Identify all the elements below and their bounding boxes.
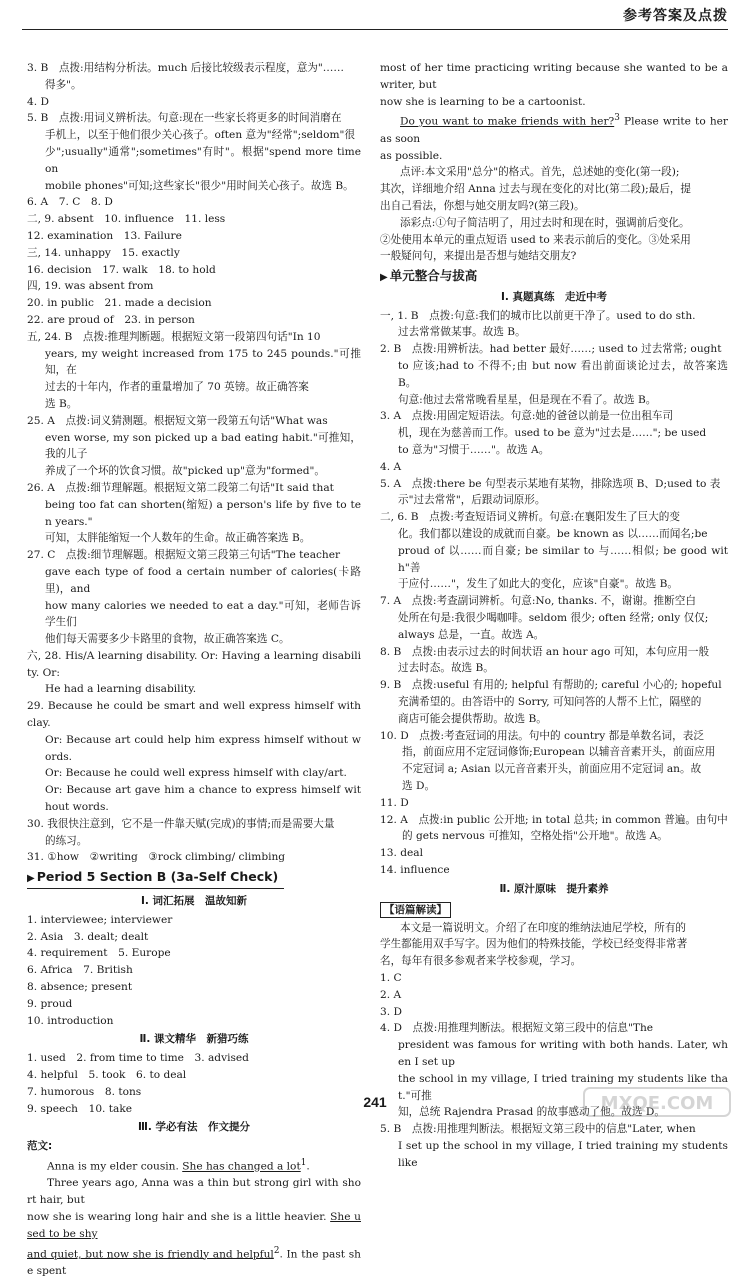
text-line: 2. A xyxy=(380,988,402,1001)
text-line: I set up the school in my village, I tried training my students like xyxy=(398,1139,728,1169)
text-line: 化。我们都以建设的成就而自豪。be known as 以……而闻名;be xyxy=(398,528,708,541)
watermark-text: MXQE.COM xyxy=(600,1093,714,1114)
text-line: 2. B 点拨:用辨析法。had better 最好……; used to 过去常常; ought xyxy=(380,343,722,356)
text-line: 选 B。 xyxy=(45,397,78,410)
text-span: . In the past she spent xyxy=(27,1248,361,1277)
header-title: 参考答案及点拨 xyxy=(623,8,728,24)
text-line: 六, 28. His/A learning disability. Or: Having a learning disability. Or: xyxy=(27,649,361,679)
text-line: president was famous for writing with both hands. Later, when I set up xyxy=(398,1039,728,1068)
text-line: 1. interviewee; interviewer xyxy=(27,913,173,926)
text-span: now she is wearing long hair and she is a little heavier. xyxy=(27,1210,331,1223)
text-line: 不定冠词 a; Asian 以元音音素开头，前面应用不定冠词 an。故 xyxy=(402,763,702,776)
text-line: 12. A 点拨:in public 公开地; in total 总共; in common 普遍。由句中 xyxy=(380,813,728,826)
text-line: 16. decision 17. walk 18. to hold xyxy=(27,263,216,276)
section-heading-text: 单元整合与拔高 xyxy=(389,268,478,284)
section-heading-text: Period 5 Section B (3a-Self Check) xyxy=(36,869,279,885)
text-line: 少";usually"通常";sometimes"有时"。根据"spend more time on xyxy=(45,145,361,175)
text-line: to 应该;had to 不得不;由 but now 看出前面谈论过去，故答案选 B。 xyxy=(398,360,728,389)
text-line: 3. B 点拨:用结构分析法。much 后接比较级表示程度，意为"…… xyxy=(27,62,344,74)
footnote-mark: 2 xyxy=(273,1245,280,1256)
underlined-sentence: She has changed a lot xyxy=(182,1160,301,1173)
text-line: 一般疑问句，来提出是否想与她结交朋友? xyxy=(380,250,577,263)
text-line: now she is learning to be a cartoonist. xyxy=(380,95,586,108)
text-line: 7. humorous 8. tons xyxy=(27,1085,142,1098)
triangle-icon: ▶ xyxy=(27,873,35,885)
text-line: 22. are proud of 23. in person xyxy=(27,313,195,326)
text-line: 五, 24. B 点拨:推理判断题。根据短文第一段第四句话"In 10 xyxy=(27,330,321,343)
section-heading xyxy=(27,869,284,889)
text-line: 三, 14. unhappy 15. exactly xyxy=(27,246,180,259)
text-line: 14. influence xyxy=(380,863,450,876)
watermark-logo xyxy=(582,1082,732,1120)
text-line: 10. D 点拨:考查冠词的用法。句中的 country 都是单数名词，表泛 xyxy=(380,729,704,742)
text-line: always 总是，一直。故选 A。 xyxy=(398,628,545,641)
text-line: 添彩点:①句子简洁明了，用过去时和现在时，强调前后变化。 xyxy=(400,216,690,229)
text-span: Please write to her as soon xyxy=(380,115,728,145)
text-line: 选 D。 xyxy=(402,780,436,792)
text-line: 一, 1. B 点拨:句意:我们的城市比以前更干净了。used to do sth. xyxy=(380,309,696,322)
text-line: 26. A 点拨:细节理解题。根据短文第二段第二句话"It said that xyxy=(27,481,334,494)
text-line: 11. D xyxy=(380,796,409,809)
text-line: to 意为"习惯于……"。故选 A。 xyxy=(398,444,550,457)
text-line: 二, 9. absent 10. influence 11. less xyxy=(27,213,226,226)
footnote-mark: 1 xyxy=(300,1158,307,1168)
text-line: 出自己看法，你想与她交朋友吗?(第三段)。 xyxy=(380,199,585,212)
text-line: 1. C xyxy=(380,971,402,984)
text-line: 得多"。 xyxy=(45,78,82,91)
text-line: years, my weight increased from 175 to 245 pounds."可推知，在 xyxy=(45,347,361,377)
text-line: 机，现在为慈善而工作。used to be 意为"过去是……"; be used xyxy=(398,427,707,440)
right-column xyxy=(380,60,728,1172)
text-line: 处所在句是:我很少喝咖啡。seldom 很少; often 经常; only 仅仅; xyxy=(398,612,709,625)
text-line: Or: Because he could well express himself with clay/art. xyxy=(45,767,347,780)
text-line: 6. Africa 7. British xyxy=(27,964,133,977)
text-line: 5. A 点拨:there be 句型表示某地有某物，排除选项 B、D;used to 表 xyxy=(380,477,721,490)
text-line: Three years ago, Anna was a thin but strong girl with short hair, but xyxy=(27,1177,361,1207)
text-line: 7. A 点拨:考查副词辨析。句意:No, thanks. 不，谢谢。推断空白 xyxy=(380,595,696,608)
subsection-heading: Ⅲ. 学必有法 作文提分 xyxy=(137,1121,251,1134)
text-line: 31. ①how ②writing ③rock climbing/ climbing xyxy=(27,851,286,864)
text-line: even worse, my son picked up a bad eating habit."可推知，我的儿子 xyxy=(45,431,361,461)
text-line: being too fat can shorten(缩短) a person's life by five to ten years." xyxy=(45,498,361,528)
text-line: 的练习。 xyxy=(45,834,88,847)
text-line: 8. absence; present xyxy=(27,981,133,994)
text-line: 30. 我很快注意到，它不是一件靠天赋(完成)的事情;而是需要大量 xyxy=(27,817,335,830)
text-line xyxy=(27,1155,361,1175)
text-line: 4. helpful 5. took 6. to deal xyxy=(27,1069,187,1082)
text-span: . xyxy=(306,1160,310,1173)
text-line: 20. in public 21. made a decision xyxy=(27,297,212,310)
text-line: 指，前面应用不定冠词修饰;European 以辅音音素开头，前面应用 xyxy=(402,746,716,759)
text-line: 过去的十年内，作者的重量增加了 70 英镑。故正确答案 xyxy=(45,381,309,394)
text-line: 9. B 点拨:useful 有用的; helpful 有帮助的; careful 小心的; hopeful xyxy=(380,679,722,692)
subsection-heading: Ⅱ. 原汁原味 提升素养 xyxy=(499,882,609,895)
text-line: 于应付……"，发生了如此大的变化，应该"自豪"。故选 B。 xyxy=(398,578,679,591)
text-line: 5. B 点拨:用词义辨析法。句意:现在一些家长将更多的时间消磨在 xyxy=(27,112,342,125)
text-line: 学生都能用双手写字。因为他们的特殊技能，学校已经变得非常著 xyxy=(380,938,688,951)
text-line: the school in my village, I tried training my students like that."可推 xyxy=(398,1072,728,1102)
subsection-heading: Ⅱ. 课文精华 新猎巧练 xyxy=(139,1033,249,1046)
subsection-heading: Ⅰ. 词汇拓展 温故知新 xyxy=(140,895,248,908)
text-line: 商店可能会提供帮助。故选 B。 xyxy=(398,712,547,725)
text-line: 养成了一个坏的饮食习惯。故"picked up"意为"formed"。 xyxy=(45,465,325,478)
text-line: 二, 6. B 点拨:考查短语词义辨析。句意:在襄阳发生了巨大的变 xyxy=(380,511,680,524)
text-line: 10. introduction xyxy=(27,1014,114,1027)
underlined-sentence: She used to be shy xyxy=(27,1210,361,1240)
section-heading xyxy=(380,268,728,287)
text-line: 他们每天需要多少卡路里的食物，故正确答案选 C。 xyxy=(45,633,290,646)
subsection-heading: Ⅰ. 真题真练 走近中考 xyxy=(500,290,608,303)
text-line xyxy=(27,1209,361,1243)
page-header xyxy=(22,8,728,30)
text-line: 4. A xyxy=(380,460,402,473)
text-line: 6. A 7. C 8. D xyxy=(27,196,113,209)
text-line: 3. A 点拨:用固定短语法。句意:她的爸爸以前是一位出租车司 xyxy=(380,410,674,423)
text-line: 本文是一篇说明文。介绍了在印度的维纳法迪尼学校，所有的 xyxy=(400,921,687,934)
text-line: 27. C 点拨:细节理解题。根据短文第三段第三句话"The teacher xyxy=(27,549,341,562)
text-line: 2. Asia 3. dealt; dealt xyxy=(27,930,149,943)
text-line: 9. proud xyxy=(27,997,73,1010)
text-line: 4. D xyxy=(27,95,49,108)
text-line: 知，总统 Rajendra Prasad 的故事感动了他。故选 D。 xyxy=(398,1106,665,1119)
text-line xyxy=(27,1243,361,1280)
text-line: 名，每年有很多参观者来学校参观，学习。 xyxy=(380,955,582,968)
text-line: 手机上，以至于他们很少关心孩子。often 意为"经常";seldom"很 xyxy=(45,129,355,142)
text-line: 12. examination 13. Failure xyxy=(27,229,182,242)
underlined-sentence: and quiet, but now she is friendly and helpful xyxy=(27,1248,274,1261)
text-line: 点评:本文采用"总分"的格式。首先，总述她的变化(第一段); xyxy=(400,166,680,179)
text-line xyxy=(380,110,728,147)
text-span: Anna is my elder cousin. xyxy=(47,1160,183,1173)
text-line: 可知，太胖能缩短一个人数年的生命。故正确答案选 B。 xyxy=(45,532,311,545)
text-line: 3. D xyxy=(380,1005,402,1018)
text-line: 1. used 2. from time to time 3. advised xyxy=(27,1052,249,1065)
underlined-sentence: Do you want to make friends with her? xyxy=(400,115,615,128)
text-line: 四, 19. was absent from xyxy=(27,280,154,293)
footnote-mark: 3 xyxy=(614,113,620,124)
text-line: Or: Because art could help him express himself without words. xyxy=(45,733,361,763)
text-line: 13. deal xyxy=(380,847,423,860)
essay-label: 范文: xyxy=(27,1140,53,1153)
triangle-icon: ▶ xyxy=(380,272,388,284)
text-line: 4. D 点拨:用推理判断法。根据短文第三段中的信息"The xyxy=(380,1022,654,1035)
text-line: 过去时态。故选 B。 xyxy=(398,662,494,675)
text-line: 其次，详细地介绍 Anna 过去与现在变化的对比(第二段);最后，提 xyxy=(380,183,692,196)
page-number: 241 xyxy=(363,1094,387,1110)
text-line: 4. requirement 5. Europe xyxy=(27,947,171,960)
text-line: 示"过去常常"，后跟动词原形。 xyxy=(398,494,546,507)
text-line: 9. speech 10. take xyxy=(27,1102,133,1115)
boxed-label-row xyxy=(380,900,728,920)
text-line: 的 gets nervous 可推知，空格处指"公开地"。故选 A。 xyxy=(402,830,668,843)
text-line: proud of 以……而自豪; be similar to 与……相似; be good with"善 xyxy=(398,544,728,574)
text-line: Or: Because art gave him a chance to express himself without words. xyxy=(45,784,361,814)
text-line: 8. B 点拨:由表示过去的时间状语 an hour ago 可知，本句应用一般 xyxy=(380,645,710,658)
text-line: 充满希望的。由答语中的 Sorry, 可知问答的人帮不上忙，隔壁的 xyxy=(398,696,702,709)
text-line: 25. A 点拨:词义猜测题。根据短文第一段第五句话"What was xyxy=(27,414,328,427)
text-line: He had a learning disability. xyxy=(45,683,197,696)
text-line: how many calories we needed to eat a day."可知，老师告诉学生们 xyxy=(45,599,361,629)
text-line: mobile phones"可知;这些家长"很少"用时间关心孩子。故选 B。 xyxy=(45,179,354,192)
text-line: 句意:他过去常常晚看星星，但是现在不看了。故选 B。 xyxy=(398,393,657,406)
text-line: 过去常常做某事。故选 B。 xyxy=(398,326,526,339)
boxed-label: 【语篇解读】 xyxy=(380,902,451,918)
text-line: as possible. xyxy=(380,149,443,162)
text-line: ②处使用本单元的重点短语 used to 来表示前后的变化。③处采用 xyxy=(380,233,691,246)
text-line: 5. B 点拨:用推理判断法。根据短文第三段中的信息"Later, when xyxy=(380,1123,696,1136)
text-line: 29. Because he could be smart and well express himself with clay. xyxy=(27,700,361,730)
text-line: gave each type of food a certain number of calories(卡路里)，and xyxy=(45,565,361,595)
text-line: most of her time practicing writing because she wanted to be a writer, but xyxy=(380,62,728,91)
